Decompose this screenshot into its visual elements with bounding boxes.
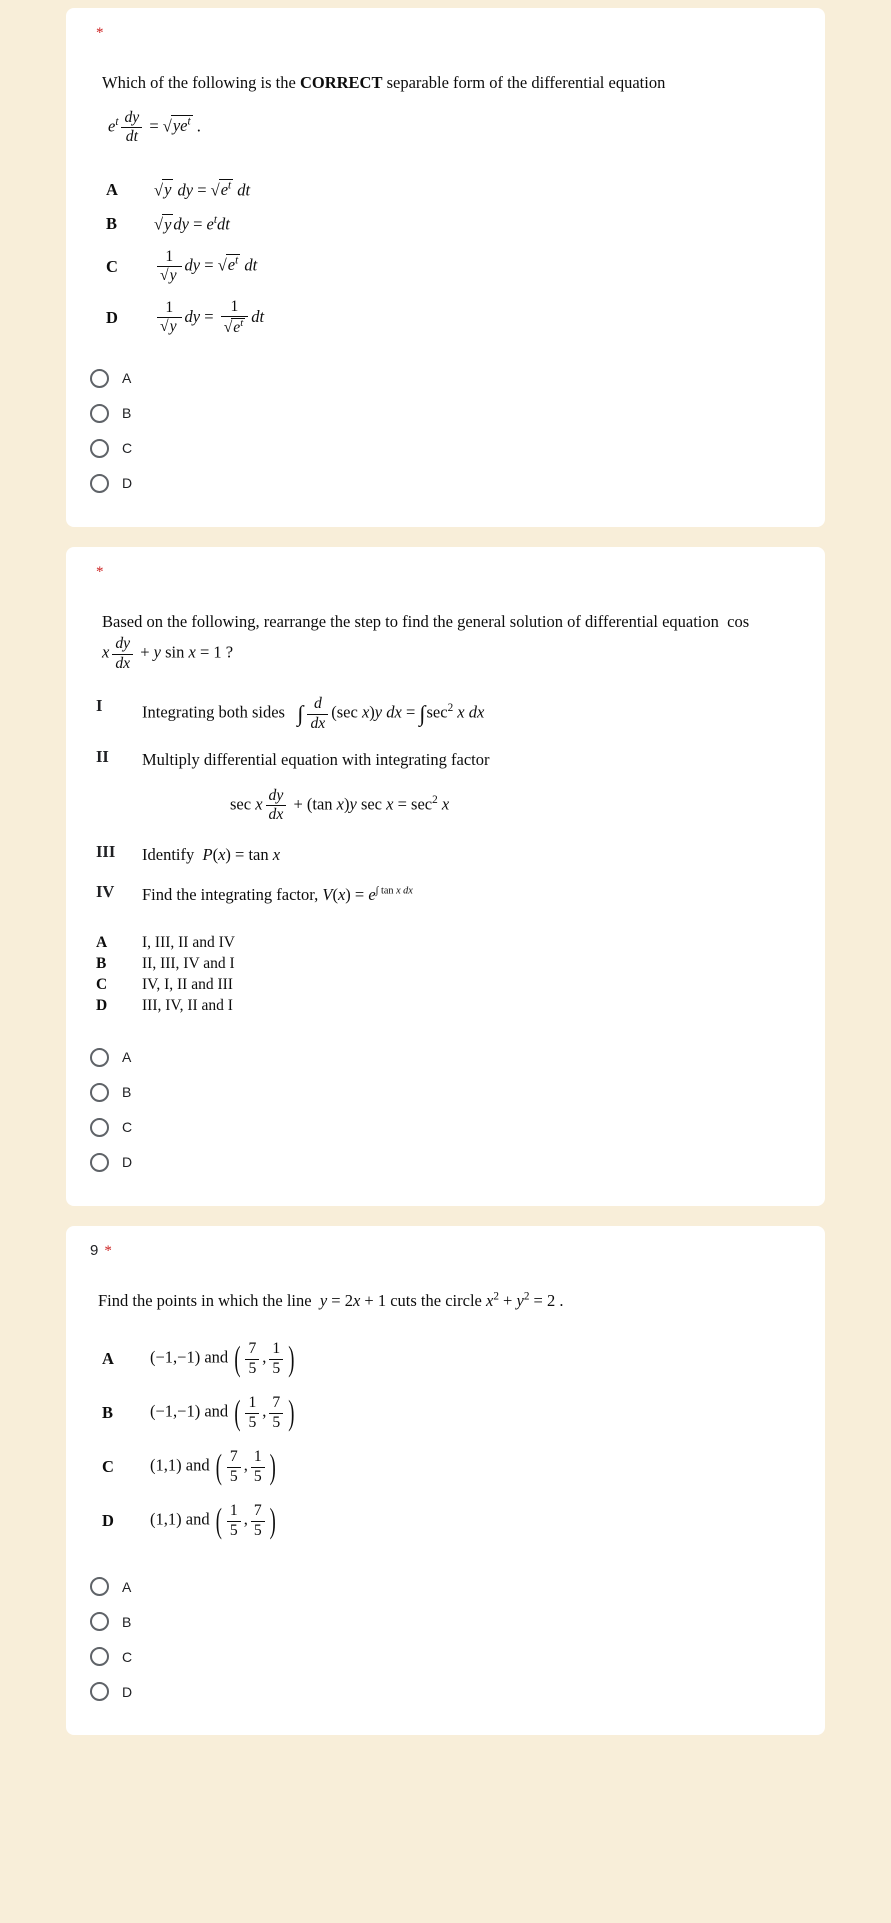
radio-button-icon[interactable] [90,1153,109,1172]
step-label: II [96,747,109,767]
option-letter: A [106,179,118,199]
choice-list [96,932,801,1016]
radio-option-b[interactable] [90,1075,250,1110]
option-list [90,1341,801,1539]
question-number: 9 [90,1241,99,1259]
option-formula: √ y dy = $e^tdt$ [154,214,230,234]
radio-label: B [122,1613,132,1630]
option-letter: D [102,1511,114,1531]
step-label: I [96,696,103,716]
question-header [90,563,801,581]
required-asterisk: * [96,563,104,580]
choice-letter: D [96,996,108,1014]
choice-letter: A [96,933,108,951]
option-formula: (−1,−1) and ( $\frac{7}{5}$ , $\frac{1}{5}$ ) [150,1339,295,1378]
step-ii [96,747,801,773]
choice-d [96,995,801,1016]
option-formula: (1,1) and ( $\frac{7}{5}$ , $\frac{1}{5}$ ) [150,1447,276,1486]
option-b [102,1395,801,1431]
radio-label: A [122,1049,132,1066]
radio-button-icon[interactable] [90,1577,109,1596]
option-d [106,299,801,337]
radio-button-icon[interactable] [90,1048,109,1067]
radio-group-q3 [90,1569,801,1709]
radio-option-c[interactable] [90,1639,250,1674]
step-iv [96,882,801,908]
radio-button-icon[interactable] [90,1083,109,1102]
radio-option-a[interactable] [90,1569,250,1604]
radio-button-icon[interactable] [90,1612,109,1631]
radio-option-d[interactable] [90,1145,250,1180]
radio-button-icon[interactable] [90,1118,109,1137]
step-text: Integrating both sides ∫ $\frac{d}{dx}$ (sec x)y dx = $\int\sec^2$ x dx [142,695,485,732]
radio-option-c[interactable] [90,1110,250,1145]
option-a [102,1341,801,1377]
step-text: Identify P(x) = tan x [142,844,281,864]
radio-option-a[interactable] [90,361,250,396]
radio-label: A [122,1578,132,1595]
question-prompt: Based on the following, rearrange the step to find the general solution of differential equation cos x $\frac{dy}{dx}$ + y sin x = 1 ? [102,611,750,672]
option-d [102,1503,801,1539]
option-b [106,214,801,235]
radio-button-icon[interactable] [90,439,109,458]
radio-label: B [122,1084,132,1101]
choice-text: II, III, IV and I [142,954,235,972]
option-formula: (1,1) and ( $\frac{1}{5}$ , $\frac{7}{5}$ ) [150,1501,276,1540]
radio-label: D [122,1154,133,1171]
required-asterisk: * [96,25,104,41]
step-label: III [96,841,116,861]
radio-label: B [122,405,132,422]
radio-button-icon[interactable] [90,1647,109,1666]
radio-button-icon[interactable] [90,474,109,493]
step-label: IV [96,882,115,902]
radio-option-d[interactable] [90,466,250,501]
step-i [96,696,801,732]
radio-label: C [122,440,133,457]
radio-group-q1 [90,361,801,501]
question-card-2 [66,547,825,1206]
choice-c [96,974,801,995]
question-card-1 [66,8,825,527]
choice-letter: C [96,975,108,993]
option-letter: C [106,256,118,276]
step-list [90,696,801,908]
option-letter: B [102,1403,114,1423]
question-prompt: Find the points in which the line y = 2x + 1 cuts the circle $x^2 + y^2 = 2$ . [98,1290,564,1310]
choice-text: IV, I, II and III [142,975,233,993]
radio-group-q2 [90,1040,801,1180]
option-formula: $\frac{1}{√ y}$ dy = $\frac{1}{√ e^t}$ dt [154,299,264,337]
radio-option-c[interactable] [90,431,250,466]
question-header [90,24,801,42]
radio-option-b[interactable] [90,1604,250,1639]
step-text: Find the integrating factor, $V(x) = e^{\int tan x dx}$ [142,885,413,905]
required-asterisk: * [104,1242,112,1259]
radio-button-icon[interactable] [90,1682,109,1701]
choice-text: I, III, II and IV [142,933,235,951]
question-card-3 [66,1226,825,1735]
radio-label: D [122,475,133,492]
radio-label: C [122,1648,133,1665]
option-a [106,180,801,201]
step-ii-formula: sec x $\frac{dy}{dx}$ + (tan x)y $\sec x = \sec^2 x$ [230,786,450,824]
option-letter: C [102,1457,114,1477]
radio-label: A [122,370,132,387]
option-formula: √ y dy = √ $e^t$ dt [154,179,251,200]
question-header [90,1242,801,1260]
option-letter: D [106,307,118,327]
question-equation: $e^t$ $\frac{dy}{dt}$ = √ $ye^t$ . [108,108,201,146]
option-letter: A [102,1349,114,1369]
option-list [90,180,801,337]
option-formula: $\frac{1}{√ y}$ dy = √ $e^t$ dt [154,249,257,285]
radio-label: C [122,1119,133,1136]
radio-button-icon[interactable] [90,369,109,388]
choice-b [96,953,801,974]
option-c [106,249,801,285]
choice-a [96,932,801,953]
question-prompt: Which of the following is the CORRECT separable form of the differential equation [102,73,666,92]
step-text: Multiply differential equation with integrating factor [142,750,490,770]
choice-letter: B [96,954,107,972]
step-iii [96,842,801,868]
radio-option-d[interactable] [90,1674,250,1709]
choice-text: III, IV, II and I [142,996,233,1014]
radio-button-icon[interactable] [90,404,109,423]
option-formula: (−1,−1) and ( $\frac{1}{5}$ , $\frac{7}{5}$ ) [150,1393,295,1432]
radio-option-b[interactable] [90,396,250,431]
option-letter: B [106,214,118,234]
radio-option-a[interactable] [90,1040,250,1075]
radio-label: D [122,1683,133,1700]
option-c [102,1449,801,1485]
